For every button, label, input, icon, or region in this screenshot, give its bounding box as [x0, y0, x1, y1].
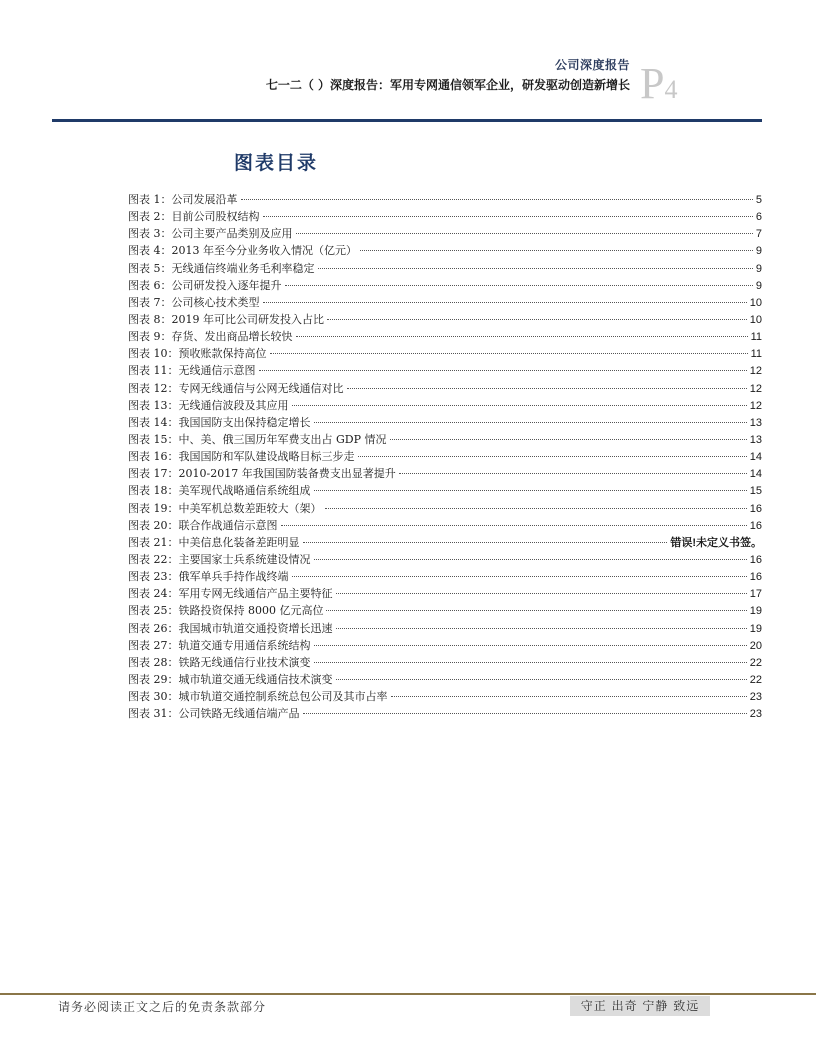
toc-entry-label[interactable]: 图表 10：预收账款保持高位 — [128, 347, 267, 361]
toc-entry-label[interactable]: 图表 14：我国国防支出保持稳定增长 — [128, 415, 311, 429]
table-of-figures — [128, 191, 762, 722]
toc-entry[interactable] — [128, 568, 762, 585]
toc-entry-label[interactable]: 图表 24：军用专网无线通信产品主要特征 — [128, 587, 333, 601]
toc-leader-dots — [263, 302, 747, 303]
report-type-label: 公司深度报告 — [554, 58, 630, 72]
toc-entry-page: 9 — [755, 245, 762, 258]
toc-leader-dots — [336, 628, 747, 629]
toc-entry-label[interactable]: 图表 15：中、美、俄三国历年军费支出占 GDP 情况 — [128, 432, 387, 446]
footer-disclaimer: 请务必阅读正文之后的免责条款部分 — [58, 1000, 267, 1014]
toc-entry[interactable] — [128, 345, 762, 362]
toc-leader-dots — [263, 216, 753, 217]
toc-entry[interactable] — [128, 534, 762, 551]
toc-leader-dots — [326, 610, 746, 611]
toc-entry[interactable] — [128, 500, 762, 517]
report-title: 七一二（ ）深度报告：军用专网通信领军企业，研发驱动创造新增长 — [265, 78, 630, 92]
toc-leader-dots — [241, 199, 753, 200]
toc-leader-dots — [399, 473, 747, 474]
toc-entry[interactable] — [128, 277, 762, 294]
toc-entry-page: 23 — [749, 691, 762, 704]
toc-entry-label[interactable]: 图表 12：专网无线通信与公网无线通信对比 — [128, 381, 344, 395]
toc-leader-dots — [314, 490, 747, 491]
toc-entry-label[interactable]: 图表 16：我国国防和军队建设战略目标三步走 — [128, 450, 355, 464]
toc-entry-label[interactable]: 图表 1：公司发展沿革 — [128, 193, 238, 206]
toc-leader-dots — [292, 405, 747, 406]
toc-entry[interactable] — [128, 191, 762, 208]
toc-entry[interactable] — [128, 294, 762, 311]
toc-heading: 图表目录 — [234, 152, 319, 174]
toc-entry-page: 16 — [749, 553, 762, 566]
toc-entry-page: 16 — [749, 502, 762, 515]
toc-leader-dots — [358, 456, 747, 457]
toc-entry-page: 15 — [749, 485, 762, 498]
toc-leader-dots — [391, 696, 747, 697]
toc-entry-page: 14 — [749, 451, 762, 464]
footer-divider — [0, 993, 816, 995]
toc-entry-label[interactable]: 图表 11：无线通信示意图 — [128, 364, 256, 378]
toc-entry[interactable] — [128, 225, 762, 242]
toc-entry-page: 16 — [749, 571, 762, 584]
toc-entry-label[interactable]: 图表 9：存货、发出商品增长较快 — [128, 330, 293, 344]
toc-entry-page: 17 — [749, 588, 762, 601]
toc-entry-page: 13 — [749, 416, 762, 429]
toc-entry-page: 20 — [749, 639, 762, 652]
toc-entry-label[interactable]: 图表 17：2010-2017 年我国国防装备费支出显著提升 — [128, 467, 396, 481]
toc-entry-page: 错误!未定义书签。 — [670, 536, 762, 549]
toc-entry-page: 6 — [755, 211, 762, 224]
toc-entry[interactable] — [128, 448, 762, 465]
toc-entry-page: 23 — [749, 708, 762, 721]
toc-leader-dots — [314, 559, 747, 560]
toc-entry-label[interactable]: 图表 3：公司主要产品类别及应用 — [128, 227, 293, 241]
toc-leader-dots — [303, 713, 747, 714]
toc-entry[interactable] — [128, 602, 762, 619]
toc-entry[interactable] — [128, 414, 762, 431]
toc-entry-label[interactable]: 图表 18：美军现代战略通信系统组成 — [128, 484, 311, 498]
toc-entry[interactable] — [128, 551, 762, 568]
toc-leader-dots — [314, 422, 747, 423]
toc-entry-page: 19 — [749, 622, 762, 635]
toc-leader-dots — [281, 525, 747, 526]
toc-entry[interactable] — [128, 328, 762, 345]
toc-entry[interactable] — [128, 517, 762, 534]
page-number-mark — [640, 59, 678, 108]
toc-entry[interactable] — [128, 397, 762, 414]
toc-leader-dots — [285, 285, 753, 286]
toc-entry[interactable] — [128, 620, 762, 637]
toc-entry-page: 12 — [749, 399, 762, 412]
toc-entry-page: 11 — [750, 331, 762, 344]
toc-entry-label[interactable]: 图表 25：铁路投资保持 8000 亿元高位 — [128, 604, 324, 618]
toc-entry-label[interactable]: 图表 6：公司研发投入逐年提升 — [128, 278, 282, 292]
header-divider — [52, 119, 762, 122]
toc-entry-page: 12 — [749, 382, 762, 395]
toc-entry-label[interactable]: 图表 20：联合作战通信示意图 — [128, 518, 278, 532]
toc-entry-page: 9 — [755, 279, 762, 292]
toc-entry-label[interactable]: 图表 30：城市轨道交通控制系统总包公司及其市占率 — [128, 690, 388, 704]
toc-leader-dots — [336, 593, 747, 594]
toc-leader-dots — [292, 576, 747, 577]
toc-entry-label[interactable]: 图表 5：无线通信终端业务毛利率稳定 — [128, 261, 315, 275]
toc-entry[interactable] — [128, 242, 762, 259]
toc-leader-dots — [390, 439, 747, 440]
toc-leader-dots — [336, 679, 747, 680]
toc-entry-page: 19 — [749, 605, 762, 618]
toc-entry-page: 9 — [755, 262, 762, 275]
toc-entry[interactable] — [128, 585, 762, 602]
toc-entry-page: 14 — [749, 468, 762, 481]
toc-entry[interactable] — [128, 362, 762, 379]
toc-leader-dots — [303, 542, 668, 543]
toc-entry-label[interactable]: 图表 13：无线通信波段及其应用 — [128, 398, 289, 412]
toc-entry-label[interactable]: 图表 22：主要国家士兵系统建设情况 — [128, 552, 311, 566]
toc-entry-label[interactable]: 图表 7：公司核心技术类型 — [128, 295, 260, 309]
toc-entry-label[interactable]: 图表 31：公司铁路无线通信端产品 — [128, 707, 300, 721]
toc-entry[interactable] — [128, 260, 762, 277]
toc-entry[interactable] — [128, 431, 762, 448]
toc-entry-page: 13 — [749, 433, 762, 446]
toc-entry[interactable] — [128, 654, 762, 671]
toc-leader-dots — [296, 336, 748, 337]
toc-entry-label[interactable]: 图表 21：中美信息化装备差距明显 — [128, 535, 300, 549]
toc-entry[interactable] — [128, 705, 762, 722]
toc-entry-label[interactable]: 图表 2：目前公司股权结构 — [128, 210, 260, 224]
toc-leader-dots — [360, 250, 753, 251]
toc-entry[interactable] — [128, 482, 762, 499]
toc-leader-dots — [314, 662, 747, 663]
toc-entry-label[interactable]: 图表 27：轨道交通专用通信系统结构 — [128, 638, 311, 652]
toc-entry-label[interactable]: 图表 26：我国城市轨道交通投资增长迅速 — [128, 621, 333, 635]
page-mark-letter: P — [640, 59, 665, 108]
toc-entry-page: 22 — [749, 673, 762, 686]
toc-leader-dots — [259, 370, 747, 371]
page-mark-number: 4 — [664, 75, 678, 104]
toc-entry[interactable] — [128, 637, 762, 654]
toc-entry-page: 11 — [750, 348, 762, 361]
toc-entry-label[interactable]: 图表 8：2019 年可比公司研发投入占比 — [128, 312, 324, 326]
toc-entry-page: 22 — [749, 656, 762, 669]
toc-entry-label[interactable]: 图表 19：中美军机总数差距较大（架） — [128, 501, 322, 515]
toc-entry-label[interactable]: 图表 4：2013 年至今分业务收入情况（亿元） — [128, 244, 357, 258]
toc-entry[interactable] — [128, 380, 762, 397]
toc-leader-dots — [318, 268, 753, 269]
toc-leader-dots — [327, 319, 747, 320]
toc-leader-dots — [314, 645, 747, 646]
toc-leader-dots — [347, 388, 747, 389]
toc-leader-dots — [325, 508, 747, 509]
toc-entry[interactable] — [128, 311, 762, 328]
toc-entry-label[interactable]: 图表 23：俄军单兵手持作战终端 — [128, 570, 289, 584]
toc-entry[interactable] — [128, 465, 762, 482]
toc-entry[interactable] — [128, 688, 762, 705]
toc-leader-dots — [270, 353, 748, 354]
toc-entry-page: 5 — [755, 194, 762, 206]
toc-entry-page: 10 — [749, 296, 762, 309]
toc-entry[interactable] — [128, 208, 762, 225]
footer-motto: 守正 出奇 宁静 致远 — [570, 996, 710, 1016]
toc-entry-page: 12 — [749, 365, 762, 378]
toc-entry-page: 7 — [755, 228, 762, 241]
toc-entry[interactable] — [128, 671, 762, 688]
toc-entry-page: 10 — [749, 313, 762, 326]
toc-entry-page: 16 — [749, 519, 762, 532]
toc-entry-label[interactable]: 图表 28：铁路无线通信行业技术演变 — [128, 655, 311, 669]
toc-entry-label[interactable]: 图表 29：城市轨道交通无线通信技术演变 — [128, 672, 333, 686]
toc-leader-dots — [296, 233, 753, 234]
